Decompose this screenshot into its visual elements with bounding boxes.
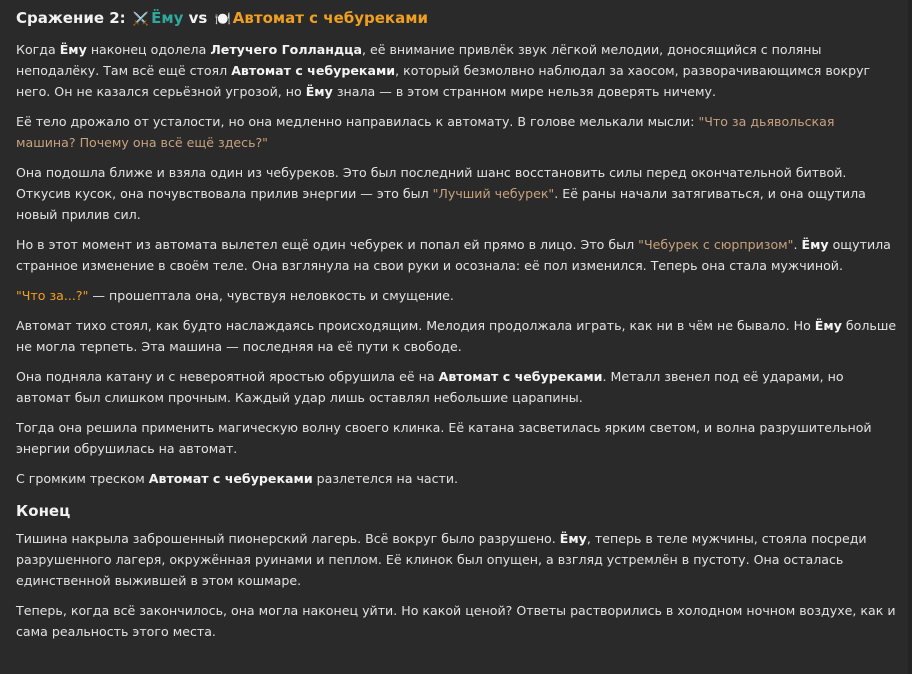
character-name: Ёму [801,237,829,252]
story-paragraph-7 [16,366,898,408]
item-name: "Лучший чебурек" [432,186,555,201]
item-name: "Чебурек с сюрпризом" [638,237,794,252]
character-name: Автомат с чебуреками [438,369,603,384]
text-run: Она подняла катану и с невероятной яростью обрушила её на [16,369,439,384]
story-paragraph-1 [16,39,898,102]
text-run: . Металл звенел под её ударами, но автомат был слишком прочным. Каждый удар лишь оставлял небольшие царапины. [16,369,844,405]
story-paragraph-8 [16,417,898,459]
text-run: Тишина накрыла заброшенный пионерский лагерь. Всё вокруг было разрушено. [16,531,560,546]
character-name: Летучего Голландца [210,42,362,57]
character-name: Автомат с чебуреками [231,63,396,78]
scrollbar-track[interactable] [908,0,912,674]
fighter-a-name: Ёму [151,9,184,27]
character-name: Автомат с чебуреками [148,471,313,486]
text-run: ощутила странное изменение в своём теле. Она взглянула на свои руки и осознала: её пол изменился. Теперь она стала мужчиной. [16,237,891,273]
text-run: , который безмолвно наблюдал за хаосом, разворачивающимся вокруг него. Он не казался серьёзной угрозой, но [16,63,871,99]
text-run: , теперь в теле мужчины, стояла посреди разрушенного лагеря, окружённая руинами и пеплом. Её клинок был опущен, а взгляд устремлён в пустоту. Она осталась единственной выжившей в этом кошмаре. [16,531,867,588]
battle-heading [16,8,898,30]
inner-thought: "Что за дьявольская машина? Почему она всё ещё здесь?" [16,114,835,150]
ending-heading: Конец [16,502,71,520]
text-run: наконец одолела [86,42,211,57]
crossed-swords-icon: ⚔️ [132,12,150,27]
ending-paragraph-1 [16,528,898,591]
text-run: Но в этот момент из автомата вылетел ещё один чебурек и попал ей прямо в лицо. Это был [16,237,639,252]
battle-heading-prefix: Сражение 2: [16,9,126,27]
text-run: больше не могла терпеть. Эта машина — последняя на её пути к свободе. [16,318,897,354]
text-run: Её тело дрожало от усталости, но она медленно направилась к автомату. В голове мелькали мысли: [16,114,699,129]
text-run: — прошептала она, чувствуя неловкость и смущение. [88,288,454,303]
text-run: Когда [16,42,60,57]
story-paragraph-4 [16,234,898,276]
story-paragraph-9 [16,468,898,489]
text-run: . Её раны начали затягиваться, и она ощутила новый прилив сил. [16,186,866,222]
text-run: Тогда она решила применить магическую волну своего клинка. Её катана засветилась ярким светом, и волна разрушительной энергии обрушилась на автомат. [16,420,872,456]
story-paragraph-5 [16,285,898,306]
text-run: разлетелся на части. [312,471,459,486]
story-paragraph-3 [16,162,898,225]
text-run: знала — в этом странном мире нельзя доверять ничему. [332,84,716,99]
plate-icon: 🍽️ [214,12,231,27]
ending-paragraph-2 [16,600,898,642]
spoken-line: "Что за...?" [16,288,89,303]
text-run: Автомат тихо стоял, как будто наслаждаясь происходящим. Мелодия продолжала играть, как ни в чём не бывало. Но [16,318,815,333]
character-name: Ёму [814,318,842,333]
text-run: С громким треском [16,471,149,486]
versus-label: vs [188,9,208,27]
character-name: Ёму [559,531,587,546]
character-name: Ёму [59,42,87,57]
text-run: Она подошла ближе и взяла один из чебуреков. Это был последний шанс восстановить силы перед окончательной битвой. Откусив кусок, она почувствовала прилив энергии — это был [16,165,847,201]
text-run: , её внимание привлёк звук лёгкой мелодии, доносящийся с поляны неподалёку. Там всё ещё стоял [16,42,822,78]
story-paragraph-6 [16,315,898,357]
fighter-b-name: Автомат с чебуреками [232,9,429,27]
story-paragraph-2 [16,111,898,153]
character-name: Ёму [305,84,333,99]
text-run: Теперь, когда всё закончилось, она могла наконец уйти. Но какой ценой? Ответы растворились в холодном ночном воздухе, как и сама реальность этого места. [16,603,896,639]
text-run: . [793,237,802,252]
